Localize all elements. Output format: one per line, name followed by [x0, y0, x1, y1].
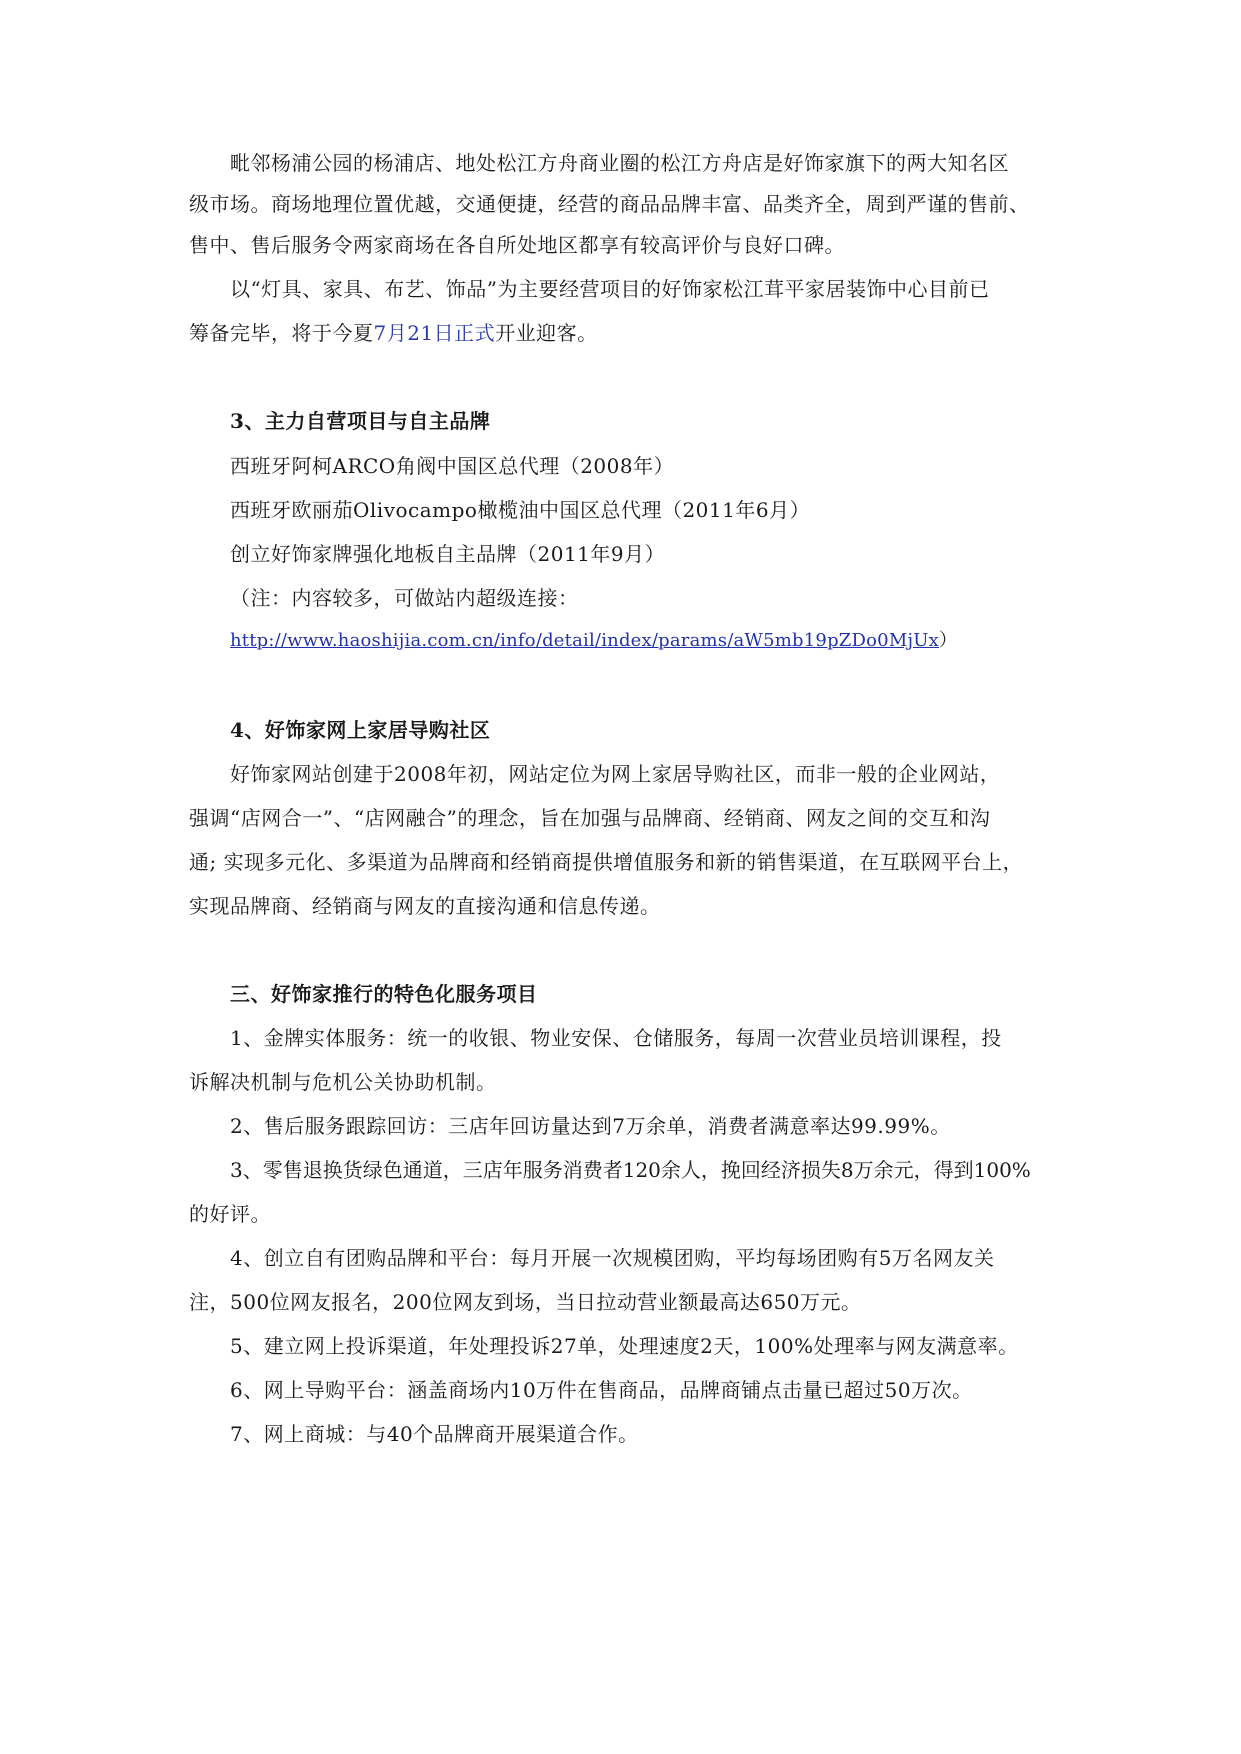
opening-date: 7月21日正式: [373, 321, 496, 345]
section-3-heading: 3、主力自营项目与自主品牌: [230, 409, 491, 433]
intro-p2-line1: 以“灯具、家具、布艺、饰品”为主要经营项目的好饰家松江茸平家居装饰中心目前已: [230, 277, 990, 301]
section-4-line-3: 通; 实现多元化、多渠道为品牌商和经销商提供增值服务和新的销售渠道，在互联网平台上，: [189, 850, 1024, 874]
intro-p1-line2: 级市场。商场地理位置优越，交通便捷，经营的商品品牌丰富、品类齐全，周到严谨的售前、: [189, 192, 1030, 216]
section-4-line-2: 强调“店网合一”、“店网融合”的理念，旨在加强与品牌商、经销商、网友之间的交互和沟: [189, 806, 991, 830]
section-iii-heading: 三、好饰家推行的特色化服务项目: [230, 982, 538, 1006]
service-3-line-2: 的好评。: [189, 1202, 271, 1226]
service-6: 6、网上导购平台：涵盖商场内10万件在售商品，品牌商铺点击量已超过50万次。: [230, 1378, 973, 1402]
section-4-heading: 4、好饰家网上家居导购社区: [230, 718, 491, 742]
service-2: 2、售后服务跟踪回访：三店年回访量达到7万余单，消费者满意率达99.99%。: [230, 1114, 951, 1138]
intro-p2-pre: 筹备完毕，将于今夏: [189, 321, 374, 345]
section-4-line-4: 实现品牌商、经销商与网友的直接沟通和信息传递。: [189, 894, 661, 918]
intro-p2-post: 开业迎客。: [495, 321, 598, 345]
section-3-item-1: 西班牙阿柯ARCO角阀中国区总代理（2008年）: [230, 454, 675, 478]
intro-p2-line2: [189, 317, 1059, 346]
link-close-paren: ）: [938, 630, 958, 651]
detail-link[interactable]: http://www.haoshijia.com.cn/info/detail/index/params/aW5mb19pZDo0MjUx: [230, 630, 939, 651]
section-3-item-2: 西班牙欧丽茄Olivocampo橄榄油中国区总代理（2011年6月）: [230, 498, 811, 522]
service-4-line-1: 4、创立自有团购品牌和平台：每月开展一次规模团购，平均每场团购有5万名网友关: [230, 1246, 995, 1270]
section-3-note: （注：内容较多，可做站内超级连接：: [230, 586, 579, 610]
section-4-line-1: 好饰家网站创建于2008年初，网站定位为网上家居导购社区，而非一般的企业网站，: [230, 762, 1001, 786]
intro-p1-line3: 售中、售后服务令两家商场在各自所处地区都享有较高评价与良好口碑。: [189, 233, 845, 257]
service-4-line-2: 注，500位网友报名，200位网友到场，当日拉动营业额最高达650万元。: [189, 1290, 862, 1314]
section-3-item-3: 创立好饰家牌强化地板自主品牌（2011年9月）: [230, 542, 666, 566]
service-7: 7、网上商城：与40个品牌商开展渠道合作。: [230, 1422, 639, 1446]
service-5: 5、建立网上投诉渠道，年处理投诉27单，处理速度2天，100%处理率与网友满意率。: [230, 1334, 1019, 1358]
service-3-line-1: 3、零售退换货绿色通道，三店年服务消费者120余人，挽回经济损失8万余元，得到100%: [230, 1158, 1031, 1182]
section-3-link-line: [230, 626, 1100, 652]
service-1-line-1: 1、金牌实体服务：统一的收银、物业安保、仓储服务，每周一次营业员培训课程，投: [230, 1026, 1002, 1050]
service-1-line-2: 诉解决机制与危机公关协助机制。: [189, 1070, 497, 1094]
intro-p1-line1: 毗邻杨浦公园的杨浦店、地处松江方舟商业圈的松江方舟店是好饰家旗下的两大知名区: [230, 151, 1009, 175]
